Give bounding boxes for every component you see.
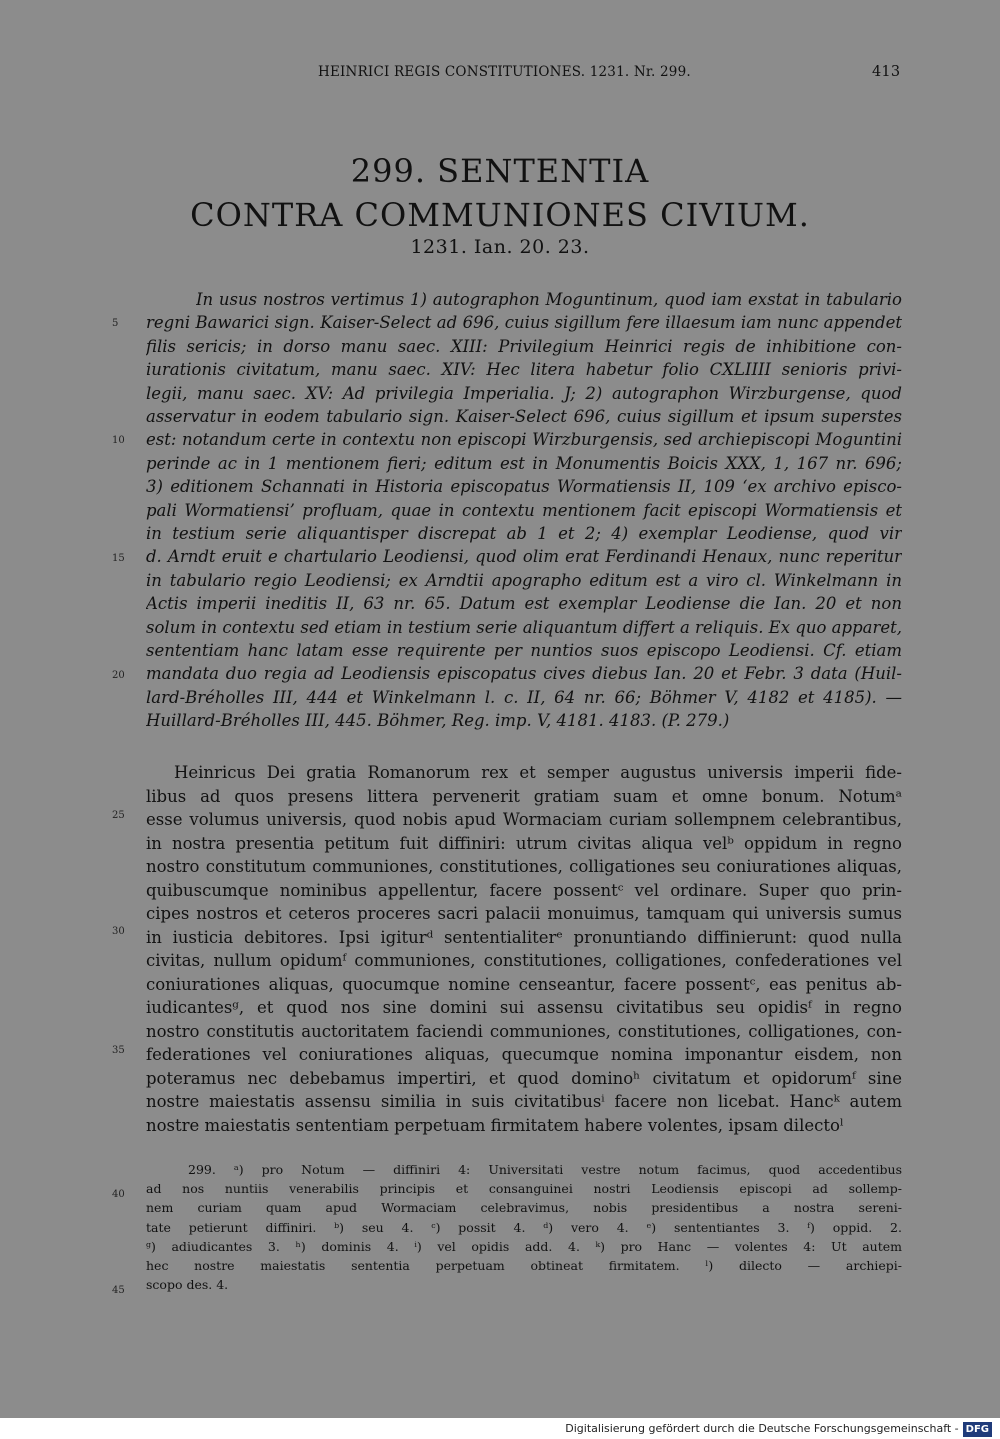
intro-line: asservatur in eodem tabulario sign. Kaiser-Select 696, cuius sigillum et ipsum superstes [146,407,902,426]
charter-line: quibuscumque nominibus appellentur, facere possentᶜ vel ordinare. Super quo prin- [146,880,902,900]
intro-line: Huillard-Bréholles III, 445. Böhmer, Reg. imp. V, 4181. 4183. (P. 279.) [146,711,730,731]
intro-line: in testium serie aliquantisper discrepat ab 1 et 2; 4) exemplar Leodiense, quod vir [146,524,902,543]
charter-line: federationes vel coniurationes aliquas, quecumque nomina imponantur eisdem, non [146,1045,902,1064]
charter-line: iudicantesᵍ, et quod nos sine domini sui assensu civitatibus seu opidisᶠ in regno [146,998,902,1017]
charter-line: nostre maiestatis sententiam perpetuam firmitatem habere volentes, ipsam dilectoˡ [146,1115,844,1135]
document-date: 1231. Ian. 20. 23. [410,236,590,258]
footnote-line: 299. ᵃ) pro Notum — diffiniri 4: Universitati vestre notum facimus, quod accedentibus [188,1162,902,1177]
intro-line: mandata duo regia ad Leodiensis episcopatus cives diebus Ian. 20 et Febr. 3 data (Huil- [146,664,902,684]
footnote-line: nem curiam quam apud Wormaciam celebravimus, nobis presidentibus a nostra sereni- [146,1200,902,1216]
charter-line: in iusticia debitores. Ipsi igiturᵈ sententialiterᵉ pronuntiando diffinierunt: quod nulla [146,927,902,947]
line-number: 10 [112,435,125,446]
intro-line: Actis imperii ineditis II, 63 nr. 65. Datum est exemplar Leodiense die Ian. 20 et non [146,594,902,614]
charter-line: coniurationes aliquas, quocumque nomine censeantur, facere possentᶜ, eas penitus ab- [146,974,902,994]
charter-line: nostre maiestatis assensu similia in suis civitatibusⁱ facere non licebat. Hancᵏ autem [146,1092,902,1111]
line-number: 30 [112,926,125,937]
footnote-line: ᵍ) adiudicantes 3. ʰ) dominis 4. ⁱ) vel opidis add. 4. ᵏ) pro Hanc — volentes 4: Ut autem [146,1238,902,1254]
intro-line: regni Bawarici sign. Kaiser-Select ad 696, cuius sigillum fere illaesum iam nunc appendet [146,313,902,333]
running-head: HEINRICI REGIS CONSTITUTIONES. 1231. Nr. 299. [318,64,691,80]
document-title-line-1: 299. SENTENTIA [350,152,650,190]
footnote-line: tate petierunt diffiniri. ᵇ) seu 4. ᶜ) possit 4. ᵈ) vero 4. ᵉ) sententiantes 3. ᶠ) oppid. 2. [146,1219,902,1235]
line-number: 15 [112,553,125,564]
intro-line: 3) editionem Schannati in Historia episcopatus Wormatiensis II, 109 ‘ex archivo episco- [146,477,902,497]
credit-text: Digitalisierung gefördert durch die Deutsche Forschungsgemeinschaft - [565,1422,959,1435]
dfg-logo: DFG [963,1422,992,1437]
charter-line: cipes nostros et ceteros proceres sacri palacii monuimus, tamquam qui universis sumus [146,904,902,923]
document-title-line-2: CONTRA COMMUNIONES CIVIUM. [190,196,810,234]
charter-line: civitas, nullum opidumᶠ communiones, constitutiones, colligationes, confederationes vel [146,951,902,970]
charter-line: nostro constitutum communiones, constitutiones, colligationes seu coniurationes aliquas, [146,857,902,876]
intro-line: solum in contextu sed etiam in testium serie aliquantum differt a reliquis. Ex quo apparet, [146,617,902,637]
footnote-line: hec nostre maiestatis sententia perpetuam obtineat firmitatem. ˡ) dilecto — archiepi- [146,1258,902,1273]
intro-line: filis sericis; in dorso manu saec. XIII: Privilegium Heinrici regis de inhibitione con- [146,336,902,356]
charter-line: in nostra presentia petitum fuit diffiniri: utrum civitas aliqua velᵇ oppidum in regno [146,833,902,853]
line-number: 45 [112,1285,125,1296]
charter-line: nostro constitutis auctoritatem faciendi communiones, constitutiones, colligationes, con- [146,1021,902,1041]
intro-line: est: notandum certe in contextu non episcopi Wirzburgensis, sed archiepiscopi Moguntini [146,430,902,450]
footnote-line: ad nos nuntiis venerabilis principis et consanguinei nostri Leodiensis episcopi ad sollemp- [146,1181,902,1197]
intro-line: perinde ac in 1 mentionem fieri; editum est in Monumentis Boicis XXX, 1, 167 nr. 696; [146,453,902,473]
page-number: 413 [872,64,901,80]
intro-line: In usus nostros vertimus 1) autographon Moguntinum, quod iam exstat in tabulario [196,290,902,309]
intro-line: pali Wormatiensi’ profluam, quae in contextu mentionem facit episcopi Wormatiensis et [146,500,902,520]
intro-line: in tabulario regio Leodiensi; ex Arndtii apographo editum est a viro cl. Winkelmann in [146,570,902,590]
intro-line: iurationis civitatum, manu saec. XIV: Hec litera habetur folio CXLIIII senioris privi- [146,360,902,380]
intro-line: lard-Bréholles III, 444 et Winkelmann l. c. II, 64 nr. 66; Böhmer V, 4182 et 4185). — [146,687,902,707]
digitization-credit [0,1418,1000,1439]
charter-line: poteramus nec debebamus impertiri, et quod dominoʰ civitatum et opidorumᶠ sine [146,1068,902,1088]
charter-line: esse volumus universis, quod nobis apud Wormaciam curiam sollempnem celebrantibus, [146,810,902,829]
intro-line: sententiam hanc latam esse requirente per nuntios suos episcopo Leodiensi. Cf. etiam [146,641,902,660]
line-number: 25 [112,810,125,821]
line-number: 5 [112,318,119,329]
line-number: 20 [112,670,125,681]
line-number: 35 [112,1045,125,1056]
line-number: 40 [112,1189,125,1200]
footnote-line: scopo des. 4. [146,1277,229,1293]
charter-line: libus ad quos presens littera pervenerit gratiam suam et omne bonum. Notumᵃ [146,786,902,806]
intro-line: d. Arndt eruit e chartulario Leodiensi, quod olim erat Ferdinandi Henaux, nunc reperitur [146,547,902,567]
charter-line: Heinricus Dei gratia Romanorum rex et semper augustus universis imperii fide- [174,763,902,782]
intro-line: legii, manu saec. XV: Ad privilegia Imperialia. J; 2) autographon Wirzburgense, quod [146,383,902,403]
